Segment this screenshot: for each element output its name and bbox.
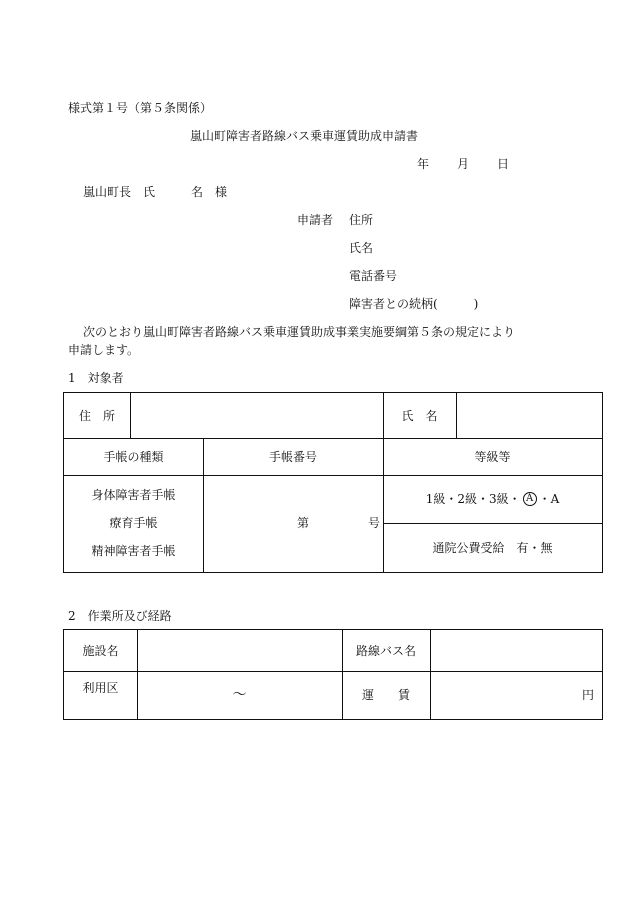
fare-input[interactable] (430, 671, 602, 719)
grade-header: 等級等 (474, 449, 511, 464)
applicant-name: 氏名 (349, 241, 374, 255)
date-day: 日 (497, 157, 510, 171)
handbook-type-rehabilitation: 療育手帳 (109, 516, 158, 530)
section2-heading: 2 作業所及び経路 (68, 609, 172, 623)
facility-input[interactable] (137, 630, 342, 671)
section1-heading: 1 対象者 (68, 371, 124, 385)
section-label: 利用区 (82, 681, 119, 695)
subsidy-options[interactable]: 通院公費受給 有・無 (432, 540, 553, 555)
grade-tail: ・A (538, 492, 560, 506)
handbook-number-header: 手帳番号 (268, 449, 317, 464)
applicant-address: 住所 (349, 213, 374, 227)
yen-unit: 円 (581, 688, 594, 702)
number-suffix: 号 (368, 516, 381, 530)
handbook-type-mental: 精神障害者手帳 (91, 544, 176, 558)
applicant-relationship: 障害者との続柄( ) (349, 297, 479, 311)
facility-label: 施設名 (82, 643, 119, 658)
body-text-line2: 申請します。 (68, 343, 140, 357)
fare-label: 運 賃 (361, 688, 410, 702)
number-prefix: 第 (297, 516, 310, 530)
name-input[interactable] (456, 393, 602, 438)
bus-route-label: 路線バス名 (355, 643, 416, 658)
bus-route-input[interactable] (430, 630, 602, 671)
date-month: 月 (457, 157, 470, 171)
form-number: 様式第１号（第５条関係） (68, 101, 213, 115)
address-label: 住 所 (78, 408, 115, 423)
handbook-type-header: 手帳の種類 (103, 449, 164, 464)
grade-text: 1級・2級・3級・ (425, 492, 521, 506)
date-year: 年 (417, 157, 430, 171)
workplace-route-table (63, 629, 603, 720)
addressee: 嵐山町長 氏 名 様 (83, 185, 228, 199)
target-person-table (63, 392, 603, 573)
grade-circled-a: A (523, 492, 537, 506)
applicant-label: 申請者 (297, 213, 334, 227)
name-label: 氏 名 (401, 408, 438, 423)
address-input[interactable] (130, 393, 383, 438)
body-text-line1: 次のとおり嵐山町障害者路線バス乗車運賃助成事業実施要綱第５条の規定により (83, 325, 516, 339)
handbook-type-physical: 身体障害者手帳 (91, 488, 176, 502)
applicant-phone: 電話番号 (349, 269, 398, 283)
grade-options[interactable] (383, 475, 602, 523)
form-title: 嵐山町障害者路線バス乗車運賃助成申請書 (190, 129, 419, 143)
section-range-input[interactable]: ～ (232, 687, 247, 703)
